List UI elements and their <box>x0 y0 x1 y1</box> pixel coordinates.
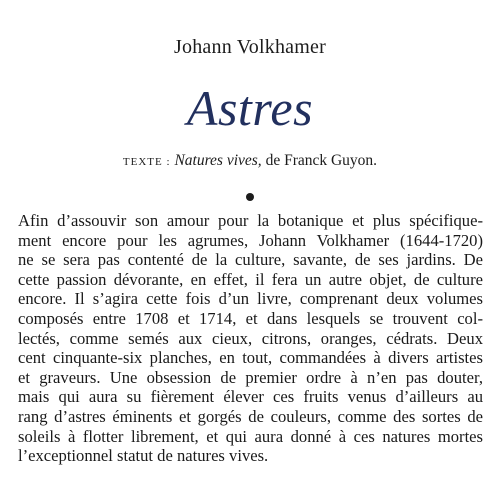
body-line: Afin d’assouvir son amour pour la botanique et plus spécifique- <box>18 211 483 230</box>
body-line: rang d’astres éminents et gorgés de couleurs, comme des sortes de <box>18 406 483 426</box>
author-name: Johann Volkhamer <box>174 36 326 58</box>
page-title: Astres <box>186 80 314 136</box>
bullet-separator-icon <box>246 193 254 201</box>
body-line: composés entre 1708 et 1714, et dans lesquels se trouvent col- <box>18 308 483 328</box>
body-line: ment encore pour les agrumes, Johann Volkhamer (1644-1720) <box>18 230 483 250</box>
body-line: cent cinquante-six planches, en tout, commandées à divers artistes <box>18 348 483 368</box>
body-paragraph <box>18 211 483 466</box>
body-line: ne se sera pas contenté de la culture, savante, de ses jardins. De <box>18 250 483 270</box>
body-line: lectés, comme semés aux cieux, citrons, oranges, cédrats. Deux <box>18 328 483 348</box>
credit-author: de Franck Guyon. <box>265 152 378 169</box>
body-line: mais qui aura su fièrement élever ces fruits venus d’ailleurs au <box>18 387 483 407</box>
text-credit <box>0 152 500 170</box>
credit-label: TEXTE : <box>122 156 171 168</box>
body-line: l’exceptionnel statut de natures vives. <box>18 446 269 466</box>
body-line: cette passion dévorante, en effet, il fera un autre objet, de culture <box>18 269 483 289</box>
body-line: et graveurs. Une obsession de premier ordre à n’en pas douter, <box>18 367 483 387</box>
body-line: encore. Il s’agira cette fois d’un livre, comprenant deux volumes <box>18 289 483 309</box>
body-line: soleils à flotter librement, et qui aura donné à ces natures mortes <box>18 426 483 446</box>
credit-work-title: Natures vives, <box>174 152 262 169</box>
